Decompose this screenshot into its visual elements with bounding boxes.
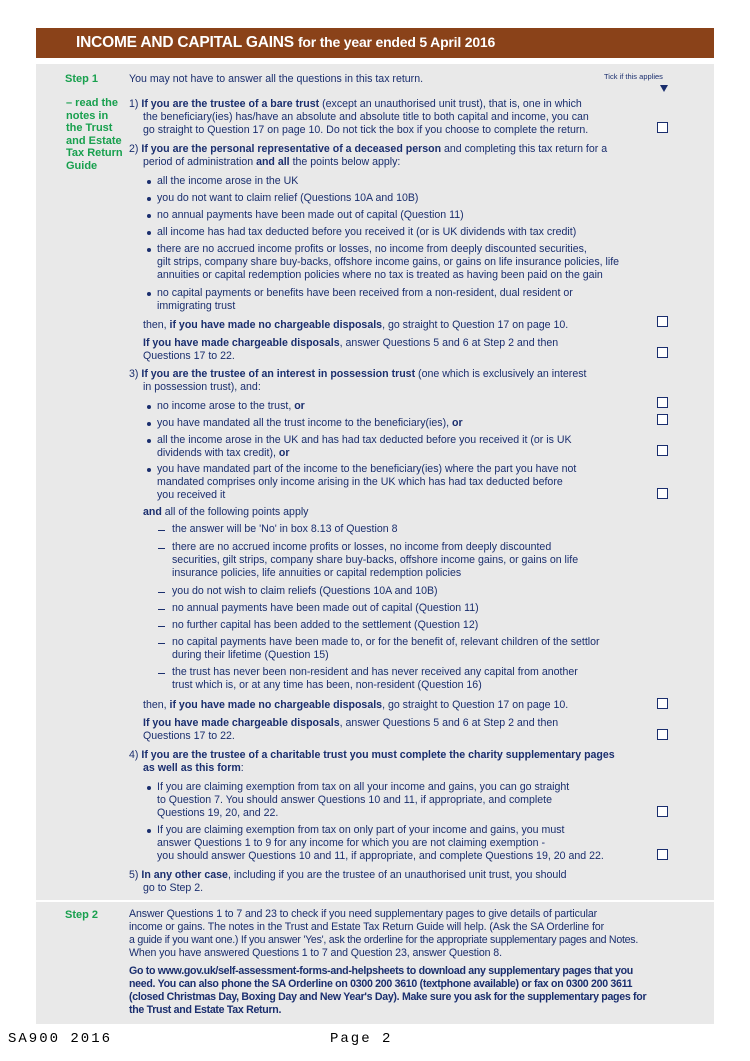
q4-bullet-1: If you are claiming exemption from tax on all your income and gains, you can go straight [157,781,570,793]
q2-bullet-5: there are no accrued income profits or losses, no income from deeply discounted securities, [157,243,587,255]
q2-bullet-6: no capital payments or benefits have been received from a non-resident, dual resident or [157,287,573,299]
q2-chargeable-checkbox[interactable] [657,347,668,358]
dash [158,673,165,674]
q3-chargeable: If you have made chargeable disposals, answer Questions 5 and 6 at Step 2 and then [143,717,559,729]
q5-line1: 5) In any other case, including if you are the trustee of an unauthorised unit trust, you should [129,869,567,881]
dash [158,592,165,593]
dash [158,643,165,644]
q3-point-2: there are no accrued income profits or losses, no income from deeply discounted [172,541,552,553]
q2-no-disposals-checkbox[interactable] [657,316,668,327]
step1-intro: You may not have to answer all the questions in this tax return. [129,73,424,85]
q3-point-7b: trust which is, or at any time has been, non-resident (Question 16) [172,679,482,691]
q4-bullet-1-checkbox[interactable] [657,806,668,817]
q2-bullet-2: you do not want to claim relief (Questions 10A and 10B) [157,192,419,204]
q4-bullet-2c: you should answer Questions 10 and 11, if appropriate, and complete Questions 19, 20 and 22. [157,850,604,862]
q1-line1: 1) If you are the trustee of a bare trust (except an unauthorised unit trust), that is, one in which [129,98,582,110]
bullet [147,439,151,443]
bullet [147,248,151,252]
q4-bullet-1b: to Question 7. You should answer Questions 10 and 11, if appropriate, and complete [157,794,552,806]
q2-bullet-5c: annuities or capital redemption policies where no tax is treated as having been paid on the gain [157,269,603,281]
q4-line1: 4) If you are the trustee of a charitable trust you must complete the charity supplementary pages [129,749,615,761]
bullet [147,292,151,296]
bullet [147,197,151,201]
q4-bullet-2-checkbox[interactable] [657,849,668,860]
q2-line1: 2) If you are the personal representative of a deceased person and completing this tax return for a [129,143,608,155]
dash [158,609,165,610]
section-header [36,28,714,58]
guide-note: – read the notes in the Trust and Estate Tax Return Guide [66,97,123,172]
q3-point-1: the answer will be 'No' in box 8.13 of Question 8 [172,523,398,535]
form-code: SA900 2016 [8,1031,113,1047]
bullet [147,214,151,218]
dash [158,530,165,531]
bullet [147,231,151,235]
q2-line2: period of administration and all the points below apply: [143,156,401,168]
dash [158,626,165,627]
q3-bullet-3-checkbox[interactable] [657,445,668,456]
bullet [147,468,151,472]
q2-bullet-6b: immigrating trust [157,300,236,312]
step2-line-2: income or gains. The notes in the Trust and Estate Tax Return Guide will help. (Ask the SA Orderline for [129,921,605,933]
q3-bullet-4-checkbox[interactable] [657,488,668,499]
q3-bullet-2: you have mandated all the trust income to the beneficiary(ies), or [157,417,463,429]
section-subtitle: for the year ended 5 April 2016 [297,34,496,50]
step1-label: Step 1 [65,73,99,85]
step2-bold-4: the Trust and Estate Tax Return. [129,1004,282,1016]
q3-bullet-4c: you received it [157,489,226,501]
q3-then: then, if you have made no chargeable disposals, go straight to Question 17 on page 10. [143,699,569,711]
q3-bullet-3b: dividends with tax credit), or [157,447,290,459]
q1-line2: the beneficiary(ies) has/have an absolute and absolute title to both capital and income, you can [143,111,589,123]
bullet [147,405,151,409]
q3-point-3: you do not wish to claim reliefs (Questions 10A and 10B) [172,585,438,597]
q2-bullet-3: no annual payments have been made out of capital (Question 11) [157,209,464,221]
q3-point-7: the trust has never been non-resident and has never received any capital from another [172,666,578,678]
step2-bold-3: (closed Christmas Day, Boxing Day and New Year's Day). Make sure you ask for the supplementary pages for [129,991,647,1003]
q3-bullet-1: no income arose to the trust, or [157,400,305,412]
tick-label: Tick if this applies [604,72,663,81]
q2-bullet-4: all income has had tax deducted before you received it (or is UK dividends with tax credit) [157,226,577,238]
q3-bullet-1-checkbox[interactable] [657,397,668,408]
q3-point-2c: insurance policies, life annuities or capital redemption policies [172,567,462,579]
q1-line3: go straight to Question 17 on page 10. Do not tick the box if you choose to complete the return. [143,124,589,136]
q5-line2: go to Step 2. [143,882,204,894]
q4-bullet-2: If you are claiming exemption from tax on only part of your income and gains, you must [157,824,565,836]
dash [158,548,165,549]
q3-bullet-4b: mandated comprises only income arising in the UK which has had tax deducted before [157,476,563,488]
step2-line-3: a guide if you want one.) If you answer 'Yes', ask the orderline for the appropriate supplementary pages and Notes. [129,934,639,946]
step2-label: Step 2 [65,909,99,921]
q3-and: and all of the following points apply [143,506,309,518]
q3-chargeable-2: Questions 17 to 22. [143,730,235,742]
q2-bullet-1: all the income arose in the UK [157,175,299,187]
page-number: Page 2 [330,1031,393,1047]
q3-bullet-4: you have mandated part of the income to the beneficiary(ies) where the part you have not [157,463,577,475]
bullet [147,180,151,184]
q3-point-6: no capital payments have been made to, or for the benefit of, relevant children of the settlor [172,636,600,648]
step2-bold-1: Go to www.gov.uk/self-assessment-forms-and-helpsheets to download any supplementary pages that you [129,965,633,977]
q3-bullet-2-checkbox[interactable] [657,414,668,425]
q2-chargeable: If you have made chargeable disposals, answer Questions 5 and 6 at Step 2 and then [143,337,559,349]
q2-chargeable-2: Questions 17 to 22. [143,350,235,362]
q1-checkbox[interactable] [657,122,668,133]
q3-no-disposals-checkbox[interactable] [657,698,668,709]
step2-line-4: When you have answered Questions 1 to 7 and Question 23, answer Question 8. [129,947,502,959]
q4-line2: as well as this form: [143,762,244,774]
q2-bullet-5b: gilt strips, company share buy-backs, offshore income gains, or gains on life insurance policies, life [157,256,620,268]
section-title: INCOME AND CAPITAL GAINS [76,34,294,51]
q3-point-6b: during their lifetime (Question 15) [172,649,329,661]
q3-line2: in possession trust), and: [143,381,261,393]
arrow-down-icon [660,85,668,92]
bullet [147,829,151,833]
q4-bullet-1c: Questions 19, 20, and 22. [157,807,279,819]
bullet [147,422,151,426]
q3-point-5: no further capital has been added to the settlement (Question 12) [172,619,479,631]
q3-point-4: no annual payments have been made out of capital (Question 11) [172,602,479,614]
q2-then: then, if you have made no chargeable disposals, go straight to Question 17 on page 10. [143,319,569,331]
step2-line-1: Answer Questions 1 to 7 and 23 to check if you need supplementary pages to give details of particular [129,908,598,920]
q3-chargeable-checkbox[interactable] [657,729,668,740]
step2-bold-2: need. You can also phone the SA Orderline on 0300 200 3610 (textphone available) or fax on 0300 200 3611 [129,978,633,990]
q3-point-2b: securities, gilt strips, company share buy-backs, offshore income gains, or gains on life [172,554,579,566]
q3-bullet-3: all the income arose in the UK and has had tax deducted before you received it (or is UK [157,434,572,446]
q4-bullet-2b: answer Questions 1 to 9 for any income for which you are not claiming exemption - [157,837,546,849]
q3-line1: 3) If you are the trustee of an interest in possession trust (one which is exclusively an interest [129,368,587,380]
bullet [147,786,151,790]
